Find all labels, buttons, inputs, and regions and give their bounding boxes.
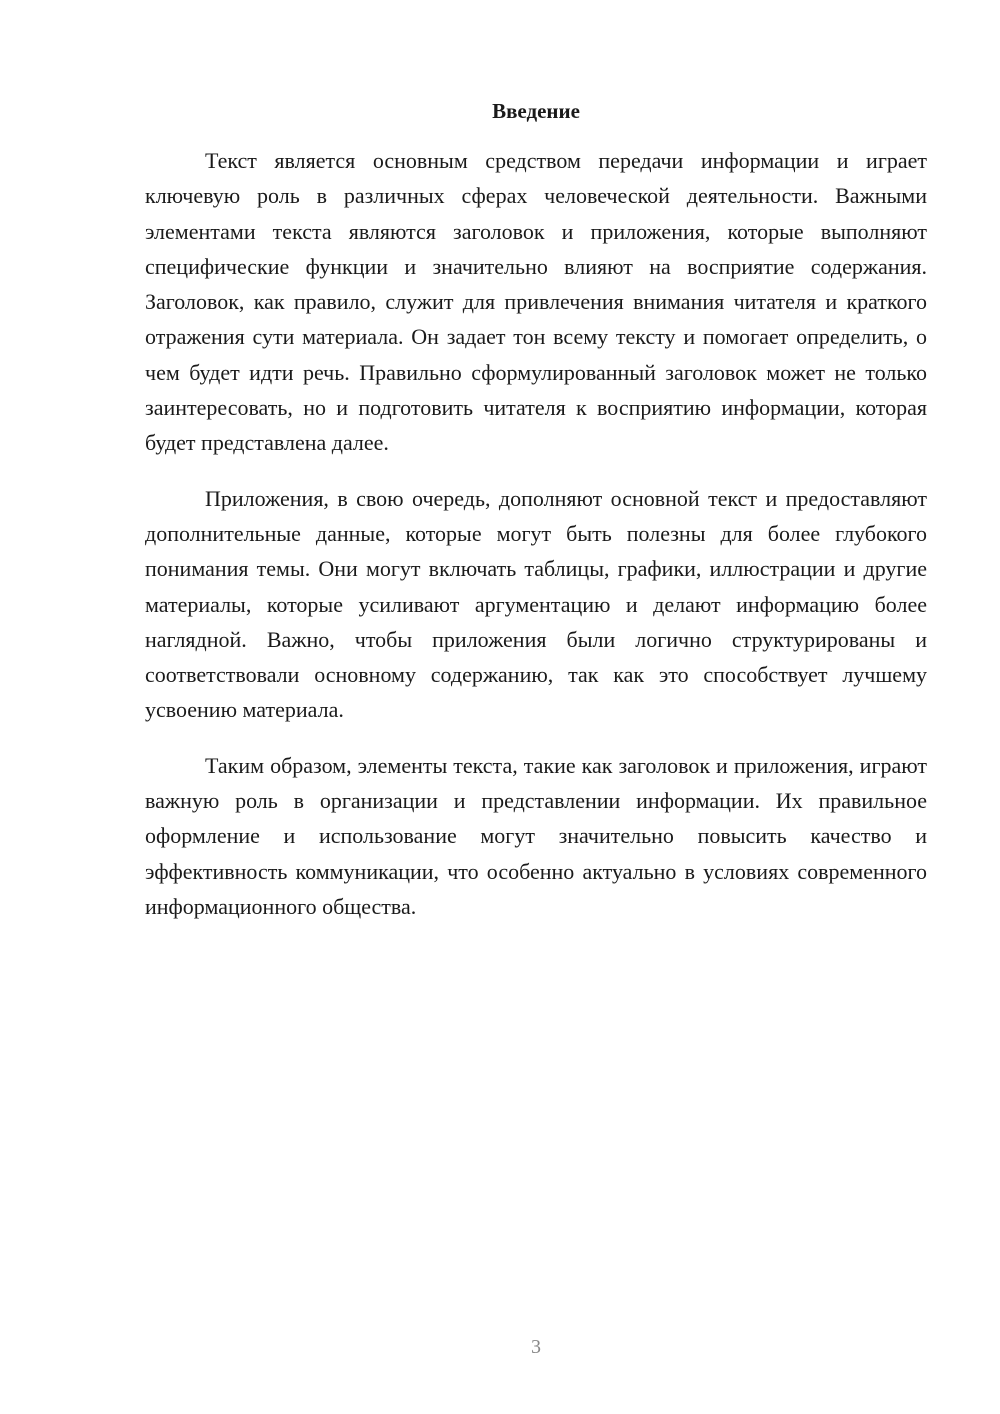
body-text <box>145 143 927 944</box>
paragraph-3: Таким образом, элементы текста, такие как заголовок и приложения, играют важную роль в организации и представлении информации. Их правильное оформление и использование могут значительно повысить качество и эффективность коммуникации, что особенно актуально в условиях современного информационного общества. <box>145 752 927 919</box>
page-number: 3 <box>531 1336 541 1358</box>
paragraph-1: Текст является основным средством передачи информации и играет ключевую роль в различных сферах человеческой деятельности. Важными элементами текста являются заголовок и приложения, которые выполняют специфические функции и значительно влияют на восприятие содержания. Заголовок, как правило, служит для привлечения внимания читателя и краткого отражения сути материала. Он задает тон всему тексту и помогает определить, о чем будет идти речь. Правильно сформулированный заголовок может не только заинтересовать, но и подготовить читателя к восприятию информации, которая будет представлена далее. <box>145 148 927 456</box>
paragraph-2: Приложения, в свою очередь, дополняют основной текст и предоставляют дополнительные данные, которые могут быть полезны для более глубокого понимания темы. Они могут включать таблицы, графики, иллюстрации и другие материалы, которые усиливают аргументацию и делают информацию более наглядной. Важно, чтобы приложения были логично структурированы и соответствовали основному содержанию, так как это способствует лучшему усвоению материала. <box>145 485 927 723</box>
page-title: Введение <box>492 99 580 123</box>
